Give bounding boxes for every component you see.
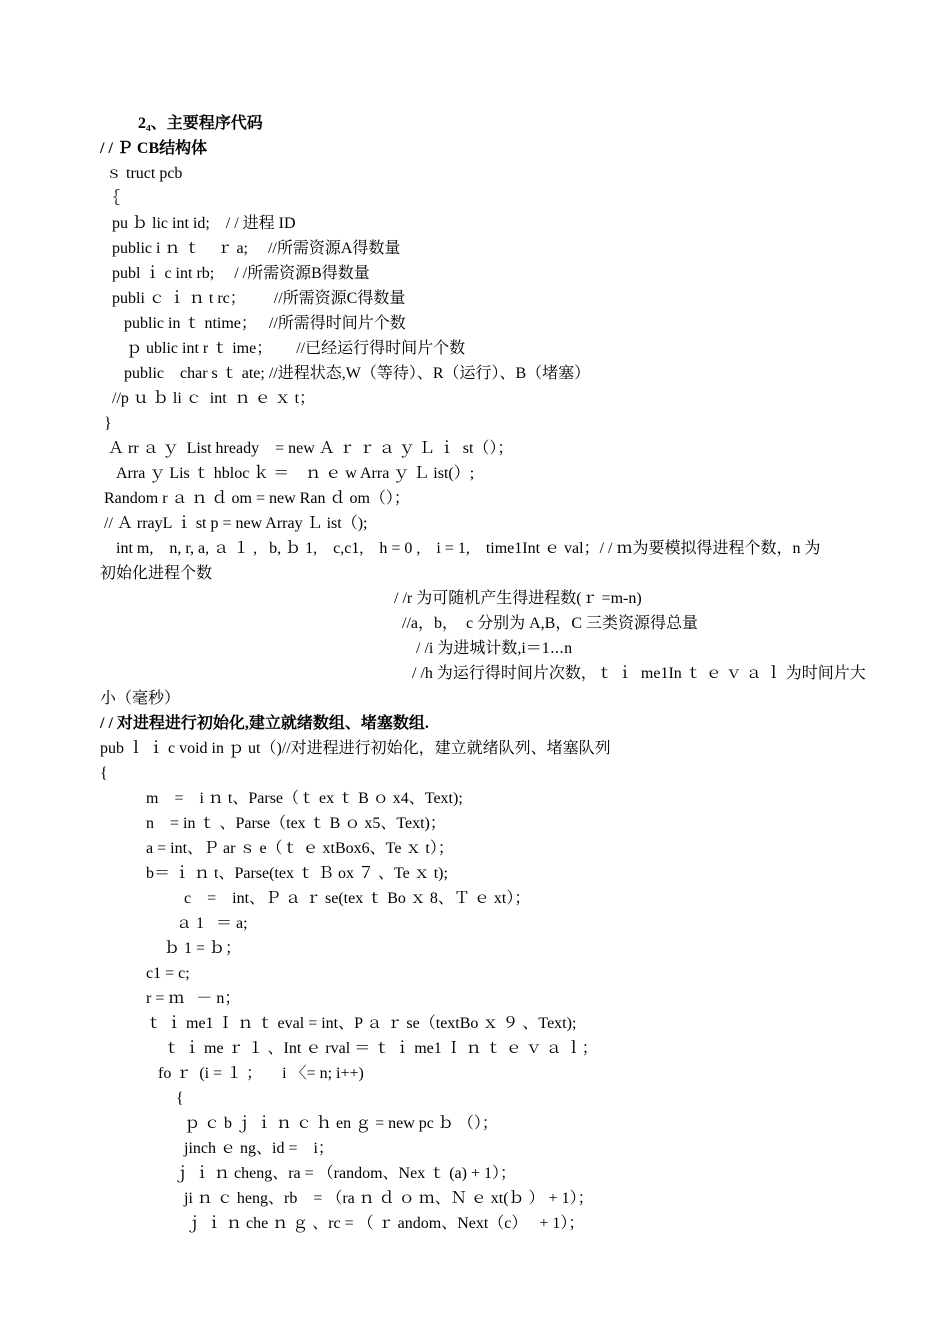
code-line: // Ａ rrayL ｉ st p = new Array Ｌ ist（); [104,515,368,532]
code-line: public in ｔ ntime； //所需得时间片个数 [124,315,406,332]
code-line: c = int、Ｐ ａ ｒ se(tex ｔ Bo ｘ 8、Ｔ ｅ xt）； [184,890,531,907]
code-line: public char s ｔ ate; //进程状态,W（等待）、R（运行）、B（堵塞） [124,365,591,382]
code-line: { [100,765,108,782]
code-line: m = i ｎ t、Parse（ｔ ex ｔ B ｏ x4、Text); [146,790,463,807]
code-line: ｐ ｃ b ｊ ｉ ｎ ｃ ｈ en ｇ = new pc ｂ （）； [184,1115,498,1132]
code-line: ｔ ｉ me ｒ １ 、Int ｅ rval ＝ ｔ ｉ me1 Ｉ ｎ ｔ ｅ ｖ ａ ｌ； [164,1040,598,1057]
code-comment: / /i 为进城计数,i＝1⋯n [416,640,573,657]
code-comment: / /h 为运行得时间片次数，ｔ ｉ me1In ｔ ｅ ｖ ａ ｌ 为时间片大 [412,665,866,682]
code-line: int m, n, r, a, ａ １ , b, ｂ 1, c,c1, h = 0 , i = 1, time1Int ｅ val；/ / ｍ为要模拟得进程个数，n 为 [116,540,821,557]
code-line: n = in ｔ 、Parse（tex ｔ B ｏ x5、Text)； [146,815,446,832]
code-line: 初始化进程个数 [100,565,213,582]
code-line: c1 = c; [146,965,190,982]
code-line: ｂ 1 = ｂ； [164,940,242,957]
code-comment: //a，b， c 分别为 A,B，C 三类资源得总量 [402,615,698,632]
section-heading: 2₄、主要程序代码 [138,115,263,132]
code-line: Arra ｙ Lis ｔ hbloc ｋ ＝ ｎ ｅ w Arra ｙ Ｌ ist(）; [116,465,475,482]
comment-heading-init: / / 对进程进行初始化,建立就绪数组、堵塞数组. [100,715,429,732]
code-line: fo ｒ (i = １ ； i 〈= n; i++) [158,1065,364,1082]
comment-heading-pcb: / / Ｐ CB结构体 [100,140,208,157]
code-line: r = ｍ － n； [146,990,241,1007]
code-line: jinch ｅ ng、id = i； [184,1140,334,1157]
code-line: ｔ ｉ me1 Ｉ ｎ ｔ eval = int、P ａ ｒ se（textBo ｘ ９ 、Text); [146,1015,577,1032]
code-line: ji ｎ ｃ heng、rb = （ra ｎ ｄ ｏ ｍ、Ｎ ｅ xt(ｂ ） + 1）； [184,1190,594,1207]
code-line: ｊ ｉ ｎ cheng、ra = （random、Nex ｔ (a) + 1）； [174,1165,516,1182]
code-line: publ ｉ c int rb; / /所需资源B得数量 [112,265,370,282]
code-line: ｊ ｉ ｎ che ｎ ｇ 、rc = （ ｒ andom、Next（c） + 1）； [186,1215,585,1232]
code-line: } [104,415,112,432]
code-comment: / /r 为可随机产生得进程数(ｒ =m-n) [394,590,642,607]
code-line: ｛ [104,190,121,207]
code-line: a = int、Ｐ ar ｓ e（ｔ ｅ xtBox6、Te ｘ t）； [146,840,454,857]
code-line: ｓ truct pcb [106,165,183,182]
code-line: { [176,1090,184,1107]
code-comment: 小（毫秒） [100,690,181,707]
code-line: b＝ ｉ ｎ t、Parse(tex ｔ Ｂ ox ７ 、Te ｘ t); [146,865,448,882]
code-line: public i ｎ ｔ ｒ a; //所需资源A得数量 [112,240,401,257]
code-line: pu ｂ lic int id; / / 进程 ID [112,215,296,232]
code-line: //p ｕ ｂ li ｃ int ｎ ｅ ｘ t； [112,390,316,407]
code-line: Random r ａ ｎ ｄ om = new Ran ｄ om（）； [104,490,410,507]
code-line: ｐ ublic int r ｔ ime； //已经运行得时间片个数 [126,340,466,357]
code-line: Ａ rr ａ ｙ List hready = new Ａ ｒ ｒ ａ ｙ Ｌ ｉ st（）； [104,440,514,457]
code-line: publi ｃ ｉ ｎ t rc； //所需资源C得数量 [112,290,406,307]
code-line: ａ 1 ＝ a; [176,915,248,932]
code-line: pub ｌ ｉ c void in ｐ ut（)//对进程进行初始化，建立就绪队列、堵塞队列 [100,740,611,757]
